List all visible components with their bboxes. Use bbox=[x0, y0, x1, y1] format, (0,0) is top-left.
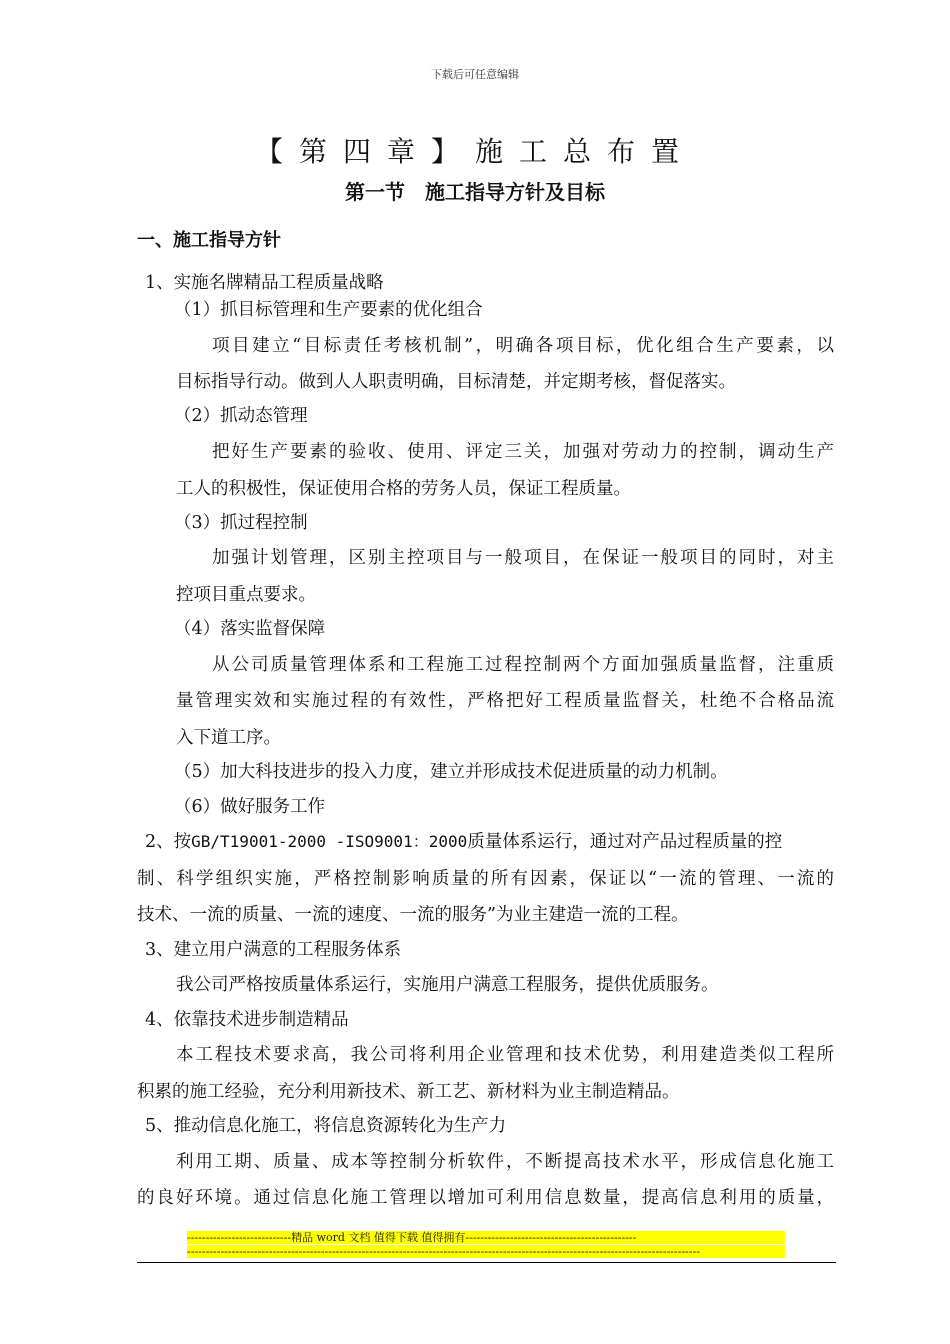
paragraph-line: 量管理实效和实施过程的有效性，严格把好工程质量监督关，杜绝不合格品流 bbox=[176, 691, 834, 711]
item-2-first-line bbox=[145, 830, 782, 854]
sub-item-5-title: （5）加大科技进步的投入力度，建立并形成技术促进质量的动力机制。 bbox=[174, 762, 728, 782]
paragraph-line: 从公司质量管理体系和工程施工过程控制两个方面加强质量监督，注重质 bbox=[212, 655, 834, 675]
footer-banner-line-2: ------------------------------------------------------------------------------------------------------------------------------------------ bbox=[187, 1245, 785, 1258]
paragraph-line: 把好生产要素的验收、使用、评定三关，加强对劳动力的控制，调动生产 bbox=[212, 442, 834, 462]
paragraph-line: 技术、一流的质量、一流的速度、一流的服务”为业主建造一流的工程。 bbox=[137, 905, 689, 925]
paragraph-line: 项目建立“目标责任考核机制”，明确各项目标，优化组合生产要素，以 bbox=[212, 336, 834, 356]
footer-banner-line-1: ----------------------------精品 word 文档 值得下载 值得拥有---------------------------------------------- bbox=[187, 1231, 785, 1244]
paragraph-line: 目标指导行动。做到人人职责明确，目标清楚，并定期考核，督促落实。 bbox=[176, 372, 736, 392]
paragraph-line: 利用工期、质量、成本等控制分析软件，不断提高技术水平，形成信息化施工 bbox=[176, 1152, 834, 1172]
paragraph-line: 工人的积极性，保证使用合格的劳务人员，保证工程质量。 bbox=[176, 479, 631, 499]
standard-code: GB/T19001-2000 -ISO9001：2000 bbox=[191, 832, 468, 851]
item-4-title: 4、依靠技术进步制造精品 bbox=[145, 1010, 349, 1030]
chapter-title: 【第四章】施工总布置 bbox=[254, 135, 695, 168]
sub-item-2-title: （2）抓动态管理 bbox=[174, 406, 308, 426]
heading-guiding-policy: 一、施工指导方针 bbox=[137, 230, 281, 251]
page-header-note: 下载后可任意编辑 bbox=[431, 68, 519, 81]
sub-item-4-title: （4）落实监督保障 bbox=[174, 619, 326, 639]
item-2-prefix: 2、按 bbox=[145, 832, 192, 852]
paragraph-line: 制、科学组织实施，严格控制影响质量的所有因素，保证以“一流的管理、一流的 bbox=[137, 869, 834, 889]
paragraph-line: 加强计划管理，区别主控项目与一般项目，在保证一般项目的同时，对主 bbox=[212, 548, 834, 568]
item-2-suffix: 质量体系运行，通过对产品过程质量的控 bbox=[467, 832, 783, 852]
paragraph-line: 本工程技术要求高，我公司将利用企业管理和技术优势，利用建造类似工程所 bbox=[176, 1045, 834, 1065]
item-1-title: 1、实施名牌精品工程质量战略 bbox=[145, 273, 384, 293]
paragraph-line: 的良好环境。通过信息化施工管理以增加可利用信息数量，提高信息利用的质量， bbox=[137, 1188, 834, 1208]
paragraph-line: 积累的施工经验，充分利用新技术、新工艺、新材料为业主制造精品。 bbox=[137, 1082, 680, 1102]
item-3-title: 3、建立用户满意的工程服务体系 bbox=[145, 940, 402, 960]
paragraph-line: 控项目重点要求。 bbox=[176, 585, 316, 605]
section-title: 第一节 施工指导方针及目标 bbox=[345, 180, 605, 204]
paragraph-line: 入下道工序。 bbox=[176, 728, 281, 748]
paragraph-line: 我公司严格按质量体系运行，实施用户满意工程服务，提供优质服务。 bbox=[176, 975, 719, 995]
sub-item-6-title: （6）做好服务工作 bbox=[174, 797, 326, 817]
footer-divider bbox=[137, 1262, 836, 1263]
item-5-title: 5、推动信息化施工，将信息资源转化为生产力 bbox=[145, 1116, 507, 1136]
sub-item-3-title: （3）抓过程控制 bbox=[174, 513, 308, 533]
sub-item-1-title: （1）抓目标管理和生产要素的优化组合 bbox=[174, 300, 483, 320]
